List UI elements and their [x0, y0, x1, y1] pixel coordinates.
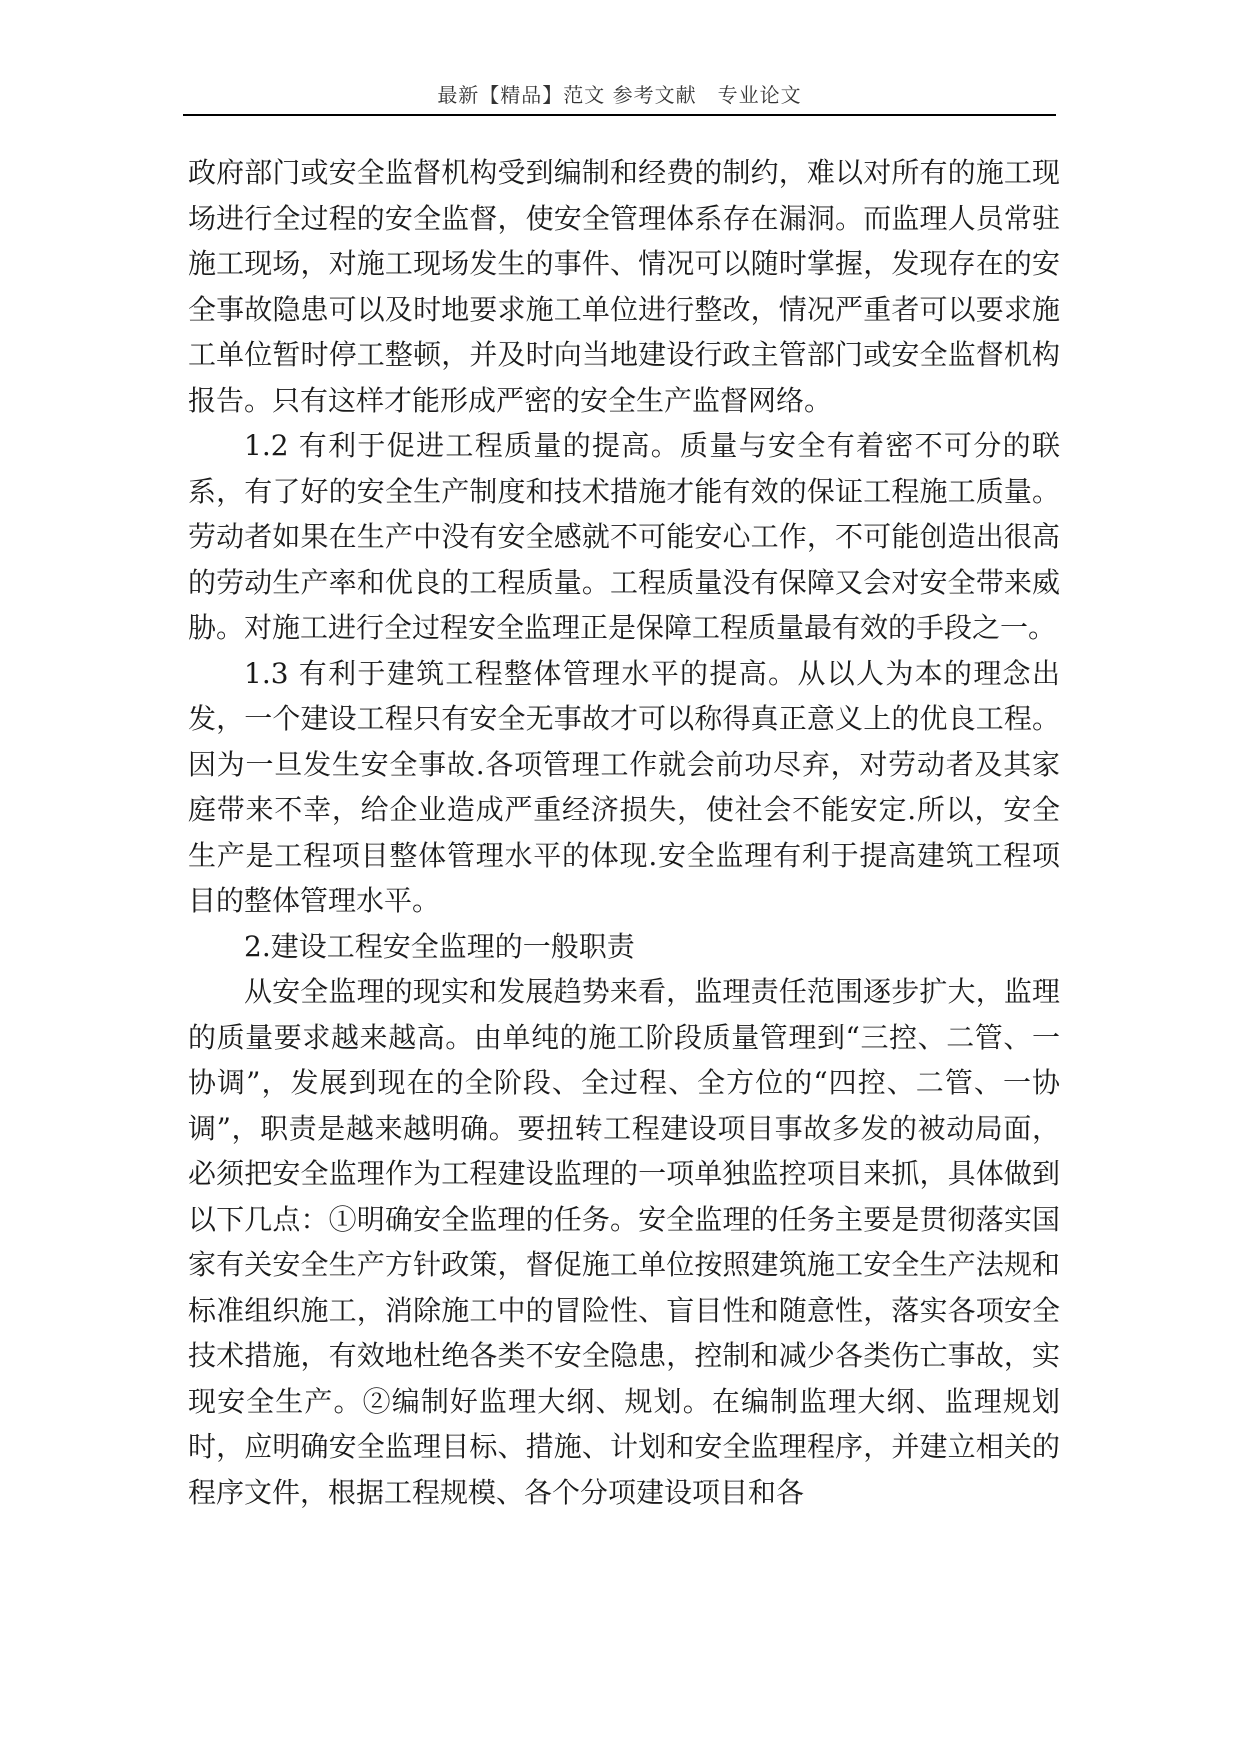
paragraph-section-1-3: 1.3 有利于建筑工程整体管理水平的提高。从以人为本的理念出发，一个建设工程只有安全无事故才可以称得真正意义上的优良工程。因为一旦发生安全事故.各项管理工作就会前功尽弃，对劳动者及其家庭带来不幸，给企业造成严重经济损失，使社会不能安定.所以，安全生产是工程项目整体管理水平的体现.安全监理有利于提高建筑工程项目的整体管理水平。: [188, 656, 1060, 917]
paragraph-section-1-2: 1.2 有利于促进工程质量的提高。质量与安全有着密不可分的联系，有了好的安全生产制度和技术措施才能有效的保证工程施工质量。劳动者如果在生产中没有安全感就不可能安心工作，不可能创造出很高的劳动生产率和优良的工程质量。工程质量没有保障又会对安全带来威胁。对施工进行全过程安全监理正是保障工程质量最有效的手段之一。: [188, 429, 1060, 644]
paragraph-section-2-body: 从安全监理的现实和发展趋势来看，监理责任范围逐步扩大，监理的质量要求越来越高。由单纯的施工阶段质量管理到“三控、二管、一协调”，发展到现在的全阶段、全过程、全方位的“四控、二管、一协调”，职责是越来越明确。要扭转工程建设项目事故多发的被动局面，必须把安全监理作为工程建设监理的一项单独监控项目来抓，具体做到以下几点：①明确安全监理的任务。安全监理的任务主要是贯彻落实国家有关安全生产方针政策，督促施工单位按照建筑施工安全生产法规和标准组织施工，消除施工中的冒险性、盲目性和随意性，落实各项安全技术措施，有效地杜绝各类不安全隐患，控制和减少各类伤亡事故，实现安全生产。②编制好监理大纲、规划。在编制监理大纲、监理规划时，应明确安全监理目标、措施、计划和安全监理程序，并建立相关的程序文件，根据工程规模、各个分项建设项目和各: [188, 975, 1060, 1509]
section-heading-2: 2.建设工程安全监理的一般职责: [244, 929, 635, 963]
page-header: 最新【精品】范文 参考文献 专业论文: [437, 83, 802, 107]
paragraph-intro-continuation: 政府部门或安全监督机构受到编制和经费的制约，难以对所有的施工现场进行全过程的安全监督，使安全管理体系存在漏洞。而监理人员常驻施工现场，对施工现场发生的事件、情况可以随时掌握，发现存在的安全事故隐患可以及时地要求施工单位进行整改，情况严重者可以要求施工单位暂时停工整顿，并及时向当地建设行政主管部门或安全监督机构报告。只有这样才能形成严密的安全生产监督网络。: [188, 156, 1060, 417]
document-body: [188, 150, 1060, 1515]
header-rule: [183, 114, 1056, 116]
